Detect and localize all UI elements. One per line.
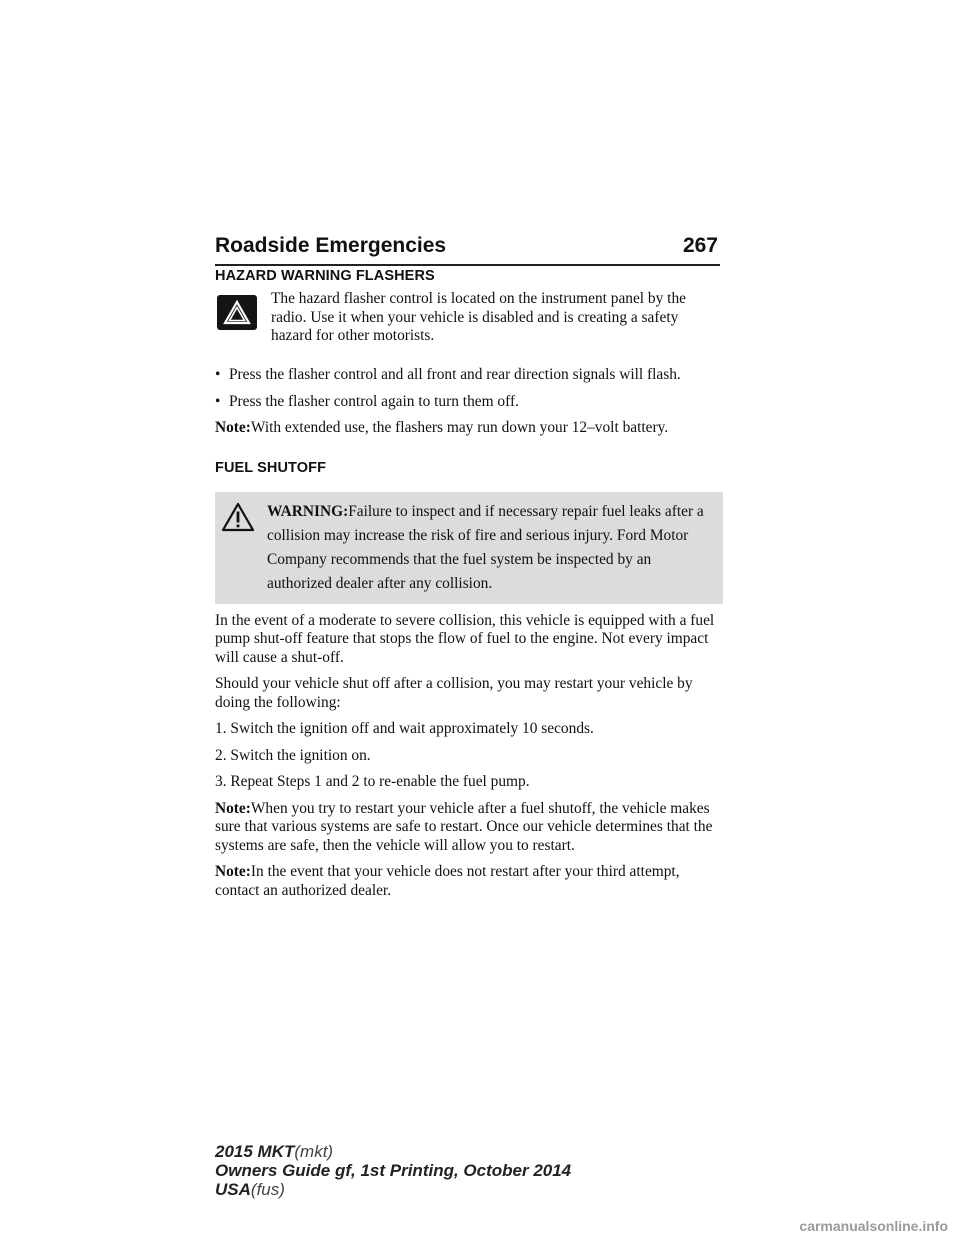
fuel-note-2 [215,863,723,900]
bullet-dot: • [215,392,221,410]
page-number: 267 [682,234,718,257]
note-label: Note: [215,799,251,817]
fuel-paragraph-1: In the event of a moderate to severe collision, this vehicle is equipped with a fuel pump shut-off feature that stops the flow of fuel to the engine. Not every impact will cause a shut-off. [215,611,715,666]
watermark: carmanualsonline.info [799,1218,948,1234]
page-content [215,268,723,900]
footer-market: USA [215,1180,251,1199]
note-text: In the event that your vehicle does not restart after your third attempt, contact an authorized dealer. [215,863,680,899]
warning-label: WARNING: [267,502,349,520]
step-item: 2. Switch the ignition on. [215,746,371,764]
hazard-section-title: HAZARD WARNING FLASHERS [215,268,435,284]
warning-triangle-icon [221,502,255,532]
warning-body: Failure to inspect and if necessary repair fuel leaks after a collision may increase the risk of fire and serious injury. Ford Motor Company recommends that the fuel system be inspected by an authorized dealer after any collision. [267,502,704,592]
footer-model: 2015 MKT [215,1142,295,1161]
hazard-note [215,419,723,438]
bullet-text: Press the flasher control again to turn them off. [229,392,519,410]
note-label: Note: [215,419,251,436]
bullet-text: Press the flasher control and all front and rear direction signals will flash. [229,366,681,383]
warning-text [221,500,717,596]
hazard-triangle-icon [217,295,257,330]
page-header [215,228,720,266]
footer-line-3 [215,1180,571,1199]
note-text: When you try to restart your vehicle after a fuel shutoff, the vehicle makes sure that various systems are safe to restart. Once our vehicle determines that the systems are safe, then the vehicle will allow you to restart. [215,799,713,854]
warning-box [215,492,723,604]
fuel-section-title: FUEL SHUTOFF [215,459,327,476]
section-header-title: Roadside Emergencies [215,234,447,257]
hazard-intro-text: The hazard flasher control is located on the instrument panel by the radio. Use it when your vehicle is disabled and is creating a safety hazard for other motorists. [271,290,686,344]
note-label: Note: [215,863,251,880]
fuel-paragraph-2: Should your vehicle shut off after a collision, you may restart your vehicle by doing the following: [215,675,693,711]
footer-line-1 [215,1142,571,1161]
hazard-intro-row [215,290,723,358]
list-item [215,366,723,385]
step-item: 3. Repeat Steps 1 and 2 to re-enable the fuel pump. [215,773,530,790]
footer-line-2: Owners Guide gf, 1st Printing, October 2014 [215,1161,572,1180]
list-item [215,393,723,412]
step-item: 1. Switch the ignition off and wait approximately 10 seconds. [215,720,594,737]
fuel-note-1 [215,800,723,856]
page-footer [215,1142,571,1199]
bullet-dot: • [215,366,221,383]
footer-model-code: (mkt) [294,1142,334,1161]
note-text: With extended use, the flashers may run down your 12–volt battery. [250,419,669,436]
footer-market-code: (fus) [250,1180,285,1199]
